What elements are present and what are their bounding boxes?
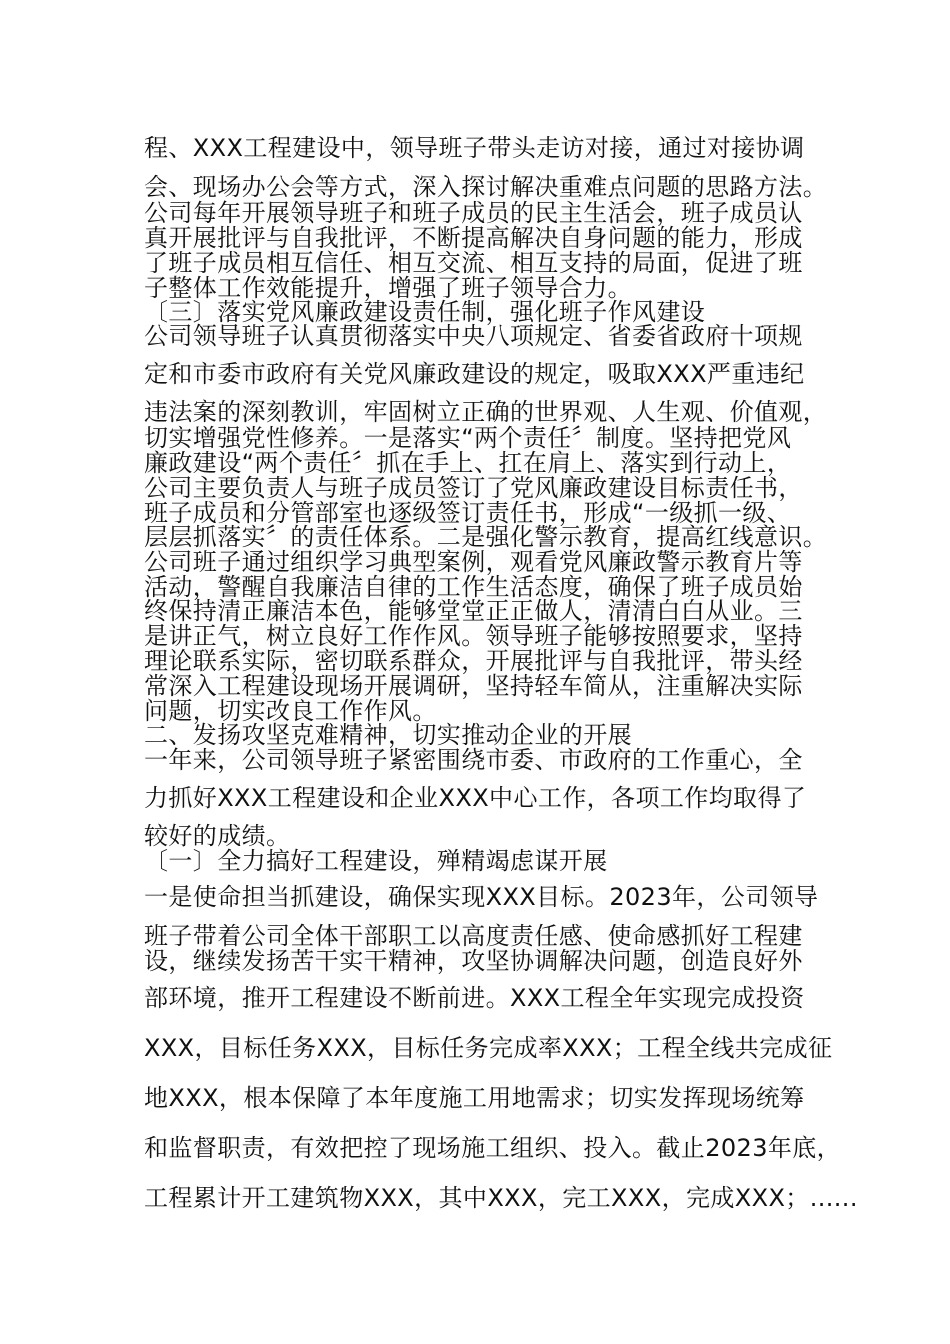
text-line: 常深入工程建设现场开展调研，坚持轻车简从，注重解决实际: [144, 672, 803, 700]
text-line: 是讲正气，树立良好工作作风。领导班子能够按照要求，坚持: [144, 622, 803, 650]
text-line: 地XXX，根本保障了本年度施工用地需求；切实发挥现场统筹: [144, 1084, 805, 1112]
text-line: 定和市委市政府有关党风廉政建设的规定，吸取XXX严重违纪: [144, 360, 805, 388]
text-line: 活动，警醒自我廉洁自律的工作生活态度，确保了班子成员始: [144, 573, 803, 601]
text-line: 理论联系实际，密切联系群众，开展批评与自我批评，带头经: [144, 647, 803, 675]
text-line: 切实增强党性修养。一是落实“两个责任〞制度。坚持把党风: [144, 424, 792, 452]
text-line: 公司领导班子认真贯彻落实中央八项规定、省委省政府十项规: [144, 322, 803, 350]
text-line: 工程累计开工建筑物XXX，其中XXX，完工XXX，完成XXX；......: [144, 1184, 858, 1212]
text-line: 会、现场办公会等方式，深入探讨解决重难点问题的思路方法。: [144, 173, 828, 201]
text-line: 真开展批评与自我批评，不断提高解决自身问题的能力，形成: [144, 224, 803, 252]
text-line: 公司班子通过组织学习典型案例，观看党风廉政警示教育片等: [144, 548, 803, 576]
text-line: 程、XXX工程建设中，领导班子带头走访对接，通过对接协调: [144, 134, 805, 162]
text-line: 一年来，公司领导班子紧密围绕市委、市政府的工作重心，全: [144, 746, 803, 774]
text-line: 终保持清正廉洁本色，能够堂堂正正做人，清清白白从业。三: [144, 597, 803, 625]
section-heading: 〔三〕落实党风廉政建设责任制，强化班子作风建设: [144, 298, 706, 326]
text-line: 问题，切实改良工作作风。: [144, 697, 437, 725]
text-line: 班子成员和分管部室也逐级签订责任书，形成“一级抓一级、: [144, 499, 792, 527]
text-line: 较好的成绩。: [144, 822, 291, 850]
text-line: 班子带着公司全体干部职工以高度责任感、使命感抓好工程建: [144, 922, 803, 950]
text-line: 子整体工作效能提升，增强了班子领导合力。: [144, 274, 632, 302]
section-heading: 二、发扬攻坚克难精神，切实推动企业的开展: [144, 721, 632, 749]
text-line: 和监督职责，有效把控了现场施工组织、投入。截止2023年底，: [144, 1134, 842, 1162]
text-line: 公司主要负责人与班子成员签订了党风廉政建设目标责任书，: [144, 474, 803, 502]
text-line: 层层抓落实〞的责任体系。二是强化警示教育，提高红线意识。: [144, 523, 828, 551]
text-line: 违法案的深刻教训，牢固树立正确的世界观、人生观、价值观，: [144, 398, 828, 426]
text-line: 力抓好XXX工程建设和企业XXX中心工作，各项工作均取得了: [144, 784, 807, 812]
section-heading: 〔一〕全力搞好工程建设，殚精竭虑谋开展: [144, 847, 608, 875]
text-line: 廉政建设“两个责任〞抓在手上、扛在肩上、落实到行动上，: [144, 449, 792, 477]
text-line: 部环境，推开工程建设不断前进。XXX工程全年实现完成投资: [144, 984, 805, 1012]
text-line: 公司每年开展领导班子和班子成员的民主生活会，班子成员认: [144, 199, 803, 227]
text-line: 设，继续发扬苦干实干精神，攻坚协调解决问题，创造良好外: [144, 947, 803, 975]
text-line: 一是使命担当抓建设，确保实现XXX目标。2023年，公司领导: [144, 883, 819, 911]
text-line: XXX，目标任务XXX，目标任务完成率XXX；工程全线共完成征: [144, 1034, 833, 1062]
text-line: 了班子成员相互信任、相互交流、相互支持的局面，促进了班: [144, 249, 803, 277]
